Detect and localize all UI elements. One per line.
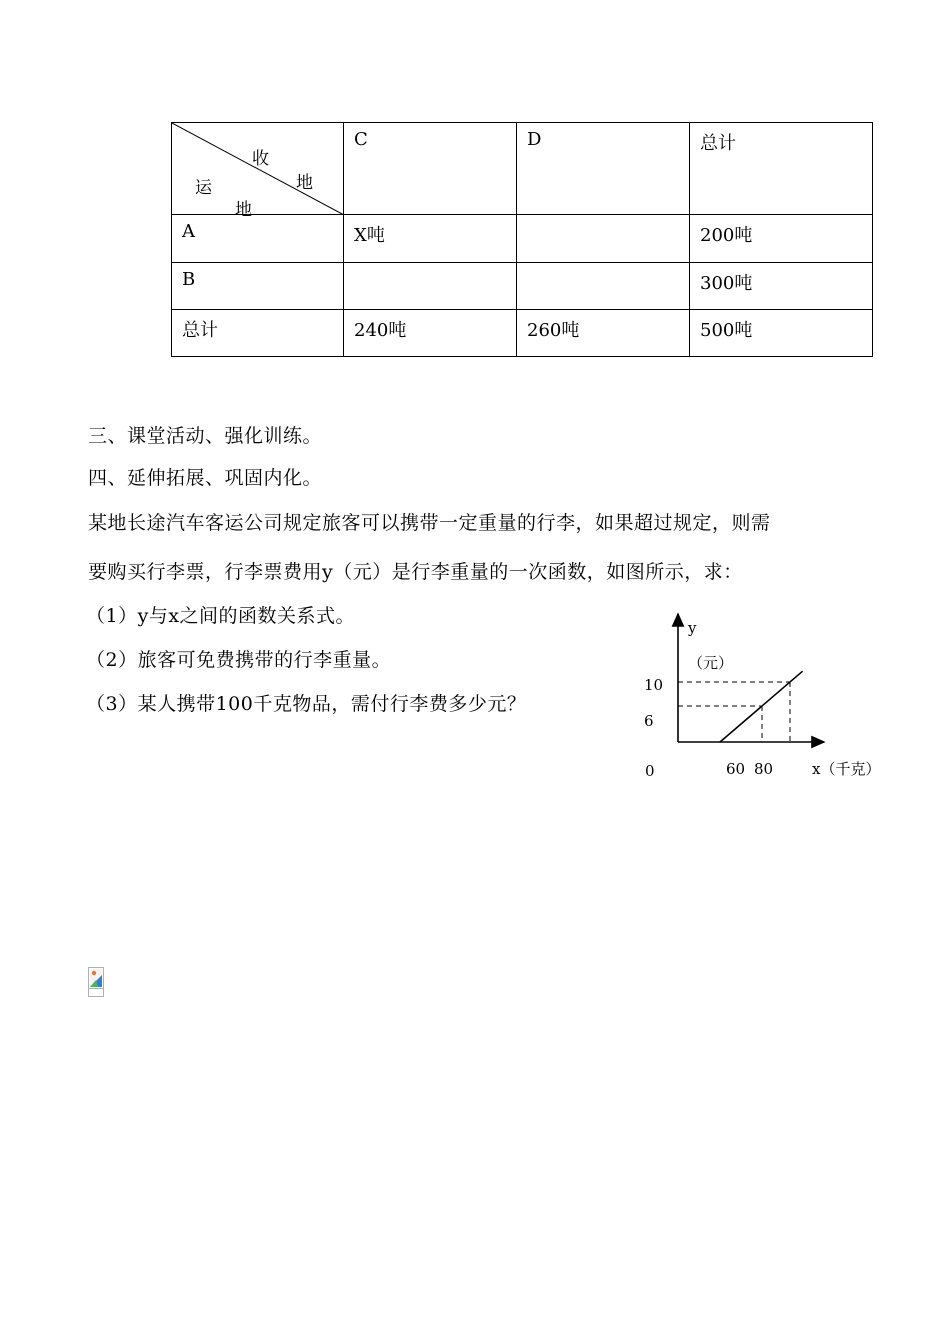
question-3: （3）某人携带100千克物品，需付行李费多少元？: [86, 693, 527, 715]
table-cell: [517, 263, 690, 310]
y-tick-label: 6: [644, 712, 654, 730]
header-cell: D: [517, 123, 690, 215]
section-3-heading: 三、课堂活动、强化训练。: [88, 425, 323, 447]
origin-label: 0: [645, 762, 655, 780]
table-row: [172, 263, 873, 310]
table-cell: 260吨: [517, 310, 690, 357]
question-1: （1）y与x之间的函数关系式。: [86, 605, 356, 627]
corner-top-label: 收: [252, 149, 269, 169]
row-label: B: [172, 263, 344, 310]
corner-bottom-label: 地: [235, 200, 252, 220]
table-cell: 300吨: [690, 263, 873, 310]
table-cell: 500吨: [690, 310, 873, 357]
x-tick-label: 80: [754, 760, 774, 778]
corner-left-label: 运: [195, 178, 212, 198]
y-axis-unit: （元）: [688, 654, 734, 672]
table-cell: [517, 215, 690, 263]
table-row: [172, 310, 873, 357]
table-corner-cell: [172, 123, 344, 220]
transport-table: [171, 122, 873, 357]
header-cell: C: [344, 123, 517, 215]
corner-right-label: 地: [296, 173, 313, 193]
cost-function-graph: [630, 600, 920, 820]
table-cell: [344, 263, 517, 310]
question-2: （2）旅客可免费携带的行李重量。: [86, 649, 392, 671]
row-label: A: [172, 215, 344, 263]
x-axis-label: x（千克）: [812, 760, 881, 778]
x-tick-label: 60: [726, 760, 746, 778]
table-cell: X吨: [344, 215, 517, 263]
problem-line-1: 某地长途汽车客运公司规定旅客可以携带一定重量的行李，如果超过规定，则需: [88, 512, 771, 534]
broken-image-icon: [88, 967, 104, 997]
y-tick-label: 10: [644, 676, 664, 694]
row-label: 总计: [172, 310, 344, 357]
problem-line-2: 要购买行李票，行李票费用y（元）是行李重量的一次函数，如图所示，求：: [88, 561, 743, 583]
table-cell: 240吨: [344, 310, 517, 357]
header-cell: 总计: [690, 123, 873, 215]
section-4-heading: 四、延伸拓展、巩固内化。: [88, 467, 323, 489]
corner-diagonal-line: [172, 123, 344, 215]
table-row: [172, 215, 873, 263]
y-axis-label: y: [688, 619, 697, 637]
table-cell: 200吨: [690, 215, 873, 263]
